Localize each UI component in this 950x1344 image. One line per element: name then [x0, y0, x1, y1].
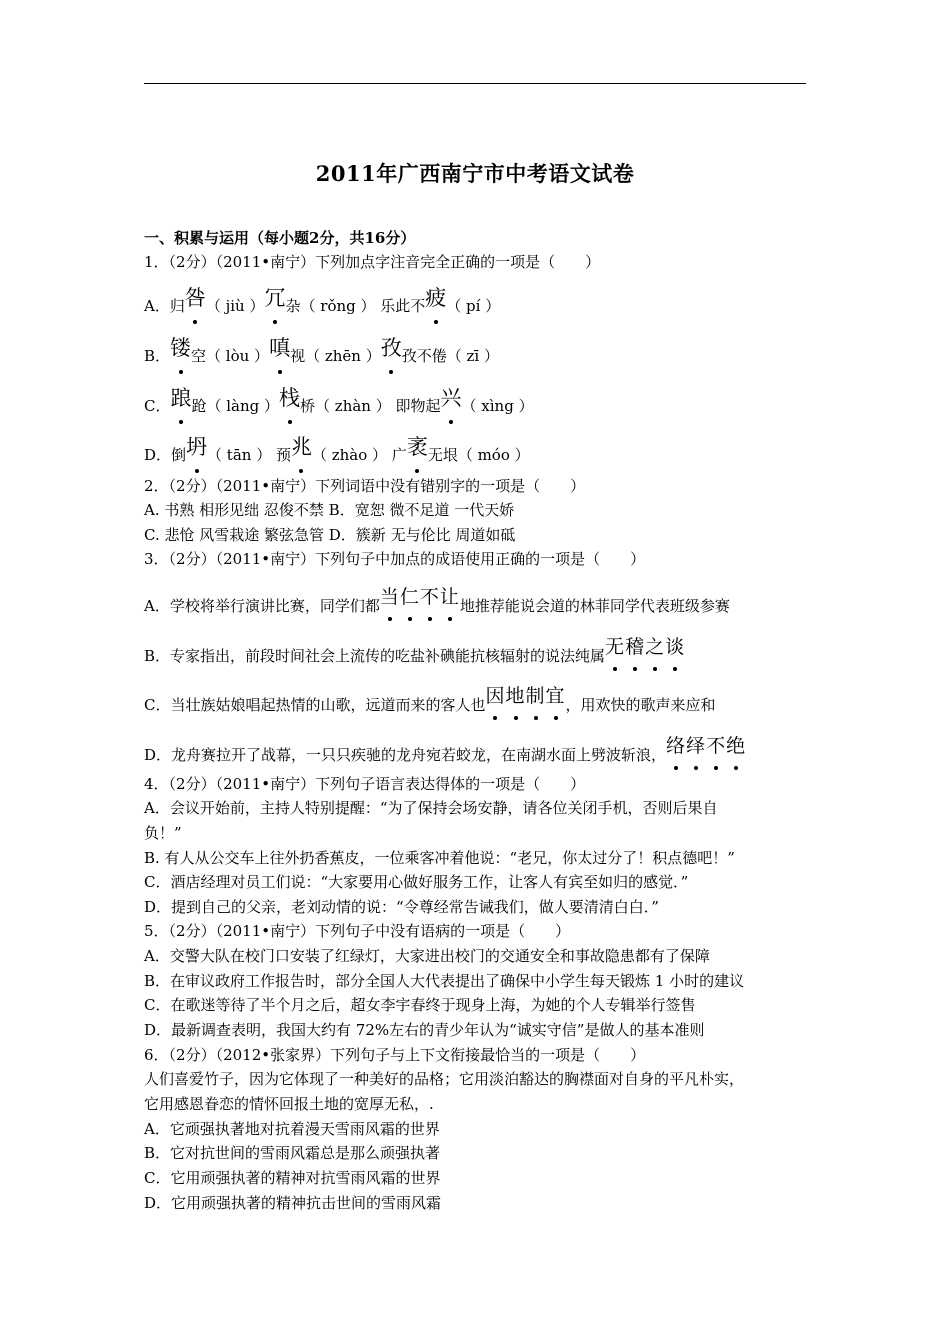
- q1-option-d: D．倒坍（ tān ） 预兆（ zhào ） 广袤无垠（ móo ）: [144, 435, 530, 464]
- q6-passage-line2: 它用感恩眷恋的情怀回报土地的宽厚无私，.: [144, 1095, 434, 1113]
- dotted-char: 兴: [440, 386, 462, 410]
- q6-option-b: B．它对抗世间的雪雨风霜总是那么顽强执著: [144, 1144, 441, 1162]
- q5-option-d: D．最新调查表明，我国大约有 72%左右的青少年认为“诚实守信”是做人的基本准则: [144, 1021, 705, 1039]
- q6-option-c: C．它用顽强执著的精神对抗雪雨风霜的世界: [144, 1169, 441, 1187]
- dotted-char: 袤: [406, 435, 428, 459]
- dotted-char: 咎: [184, 286, 206, 310]
- dotted-char: 栈: [279, 386, 301, 410]
- q1-option-c: C．踉跄（ làng ）栈桥（ zhàn ） 即物起兴（ xìng ）: [144, 386, 534, 415]
- q2-options-ab: A. 书熟 相形见绌 忍俊不禁 B．宽恕 微不足道 一代天娇: [144, 501, 515, 519]
- q3-option-c: C．当壮族姑娘唱起热情的山歌，远道而来的客人也因地制宜，用欢快的歌声来应和: [144, 685, 716, 714]
- dotted-char: 兆: [290, 435, 312, 459]
- dotted-idiom: 当仁不让: [379, 586, 460, 608]
- dotted-char: 冗: [264, 286, 286, 310]
- dotted-char: 镂: [170, 336, 192, 360]
- q4-option-a: A．会议开始前，主持人特别提醒：“为了保持会场安静，请各位关闭手机，否则后果自: [144, 799, 718, 817]
- dotted-idiom: 络绎不绝: [666, 735, 747, 757]
- header-rule: [144, 83, 806, 84]
- dotted-char: 孜: [380, 336, 402, 360]
- q4-option-b: B. 有人从公交车上往外扔香蕉皮，一位乘客冲着他说：“老兄，你太过分了！积点德吧！”: [144, 849, 735, 867]
- dotted-char: 嗔: [269, 336, 291, 360]
- q6-passage-line1: 人们喜爱竹子，因为它体现了一种美好的品格；它用淡泊豁达的胸襟面对自身的平凡朴实，: [144, 1070, 745, 1088]
- q1-option-b: B．镂空（ lòu ）嗔视（ zhēn ）孜孜不倦（ zī ）: [144, 336, 499, 365]
- q4-option-d: D．提到自己的父亲，老刘动情的说：“令尊经常告诫我们，做人要清清白白．”: [144, 898, 659, 916]
- page-title: 2011年广西南宁市中考语文试卷: [315, 161, 635, 186]
- dotted-char: 踉: [170, 386, 192, 410]
- dotted-idiom: 因地制宜: [485, 685, 566, 707]
- q2-stem: 2．（2分）（2011•南宁）下列词语中没有错别字的一项是（ ）: [144, 477, 586, 495]
- q3-option-b: B．专家指出，前段时间社会上流传的吃盐补碘能抗核辐射的说法纯属无稽之谈: [144, 636, 686, 665]
- q6-option-d: D．它用顽强执著的精神抗击世间的雪雨风霜: [144, 1194, 442, 1212]
- q5-option-a: A．交警大队在校门口安装了红绿灯，大家进出校门的交通安全和事故隐患都有了保障: [144, 947, 710, 965]
- q1-stem: 1．（2分）（2011•南宁）下列加点字注音完全正确的一项是（ ）: [144, 253, 601, 271]
- q4-option-a-cont: 负！”: [144, 824, 182, 842]
- dotted-char: 疲: [425, 286, 447, 310]
- dotted-char: 坍: [186, 435, 208, 459]
- q4-stem: 4．（2分）（2011•南宁）下列句子语言表达得体的一项是（ ）: [144, 775, 586, 793]
- q5-option-b: B．在审议政府工作报告时，部分全国人大代表提出了确保中小学生每天锻炼 1 小时的建议: [144, 972, 745, 990]
- q5-stem: 5．（2分）（2011•南宁）下列句子中没有语病的一项是（ ）: [144, 922, 571, 940]
- q3-option-d: D．龙舟赛拉开了战幕，一只只疾驰的龙舟宛若蛟龙，在南湖水面上劈波斩浪，络绎不绝: [144, 735, 747, 764]
- dotted-idiom: 无稽之谈: [605, 636, 686, 658]
- q6-option-a: A．它顽强执著地对抗着漫天雪雨风霜的世界: [144, 1120, 440, 1138]
- q3-stem: 3．（2分）（2011•南宁）下列句子中加点的成语使用正确的一项是（ ）: [144, 550, 646, 568]
- q6-stem: 6．（2分）（2012•张家界）下列句子与上下文衔接最恰当的一项是（ ）: [144, 1046, 646, 1064]
- q1-option-a: A．归咎（ jiù ）冗杂（ rǒng ） 乐此不疲（ pí ）: [144, 286, 501, 315]
- q5-option-c: C．在歌迷等待了半个月之后，超女李宇春终于现身上海，为她的个人专辑举行签售: [144, 996, 696, 1014]
- q4-option-c: C．酒店经理对员工们说：“大家要用心做好服务工作，让客人有宾至如归的感觉．”: [144, 873, 689, 891]
- q3-option-a: A．学校将举行演讲比赛，同学们都当仁不让地推荐能说会道的林菲同学代表班级参赛: [144, 586, 730, 615]
- section-heading: 一、积累与运用（每小题2分，共16分）: [144, 229, 416, 247]
- q2-options-cd: C. 悲怆 风雪栽途 繁弦急管 D．簇新 无与伦比 周道如砥: [144, 526, 516, 544]
